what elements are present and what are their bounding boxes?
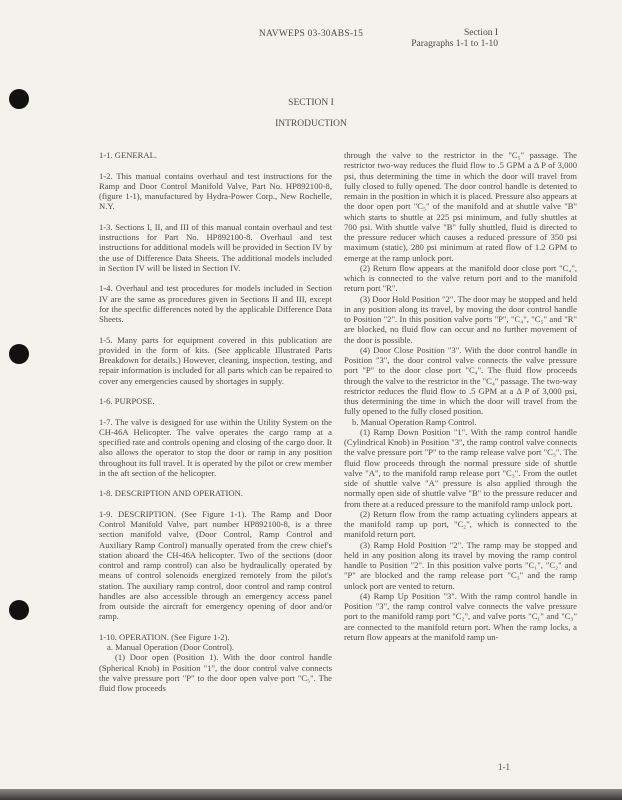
left-column — [99, 150, 332, 693]
paragraph: a. Manual Operation (Door Control). — [107, 642, 234, 652]
page-bottom-edge — [0, 789, 622, 800]
paragraph: (4) Door Close Position "3". With the door control handle in Position "3", the door control valve connects the valve pressure port "P" to the door close port "C₄". The fluid flow proceeds through the valve to the restrictor in the "C₄" passage. The two-way restrictor reduces the fluid flow to .5 GPM at a Δ P of 3,000 psi, thus determining the time in which the door will travel from the fully opened to the fully closed position. — [344, 344, 577, 417]
binder-hole — [9, 600, 29, 620]
right-column — [344, 150, 577, 642]
paragraph: (1) Ramp Down Position "1". With the ramp control handle (Cylindrical Knob) in Position "3", the ramp control valve connects the valve pressure port "P" to the ramp release valve port "C₃". The fluid flow proceeds through the normal pressure side of shuttle valve "A", to the manifold ramp release port "C₃". From the outlet side of shuttle valve "A" pressure is also applied through the normally open side of shuttle valve "B" to the pressure reducer and from there at a reduced pressure to the manifold ramp unlock port. — [344, 426, 577, 509]
paragraph: 1-2. This manual contains overhaul and test instructions for the Ramp and Door Control Manifold Valve, Part No. HP892100-8, (figure 1-1), manufactured by Hydra-Power Corp., New Rochelle, N.Y. — [99, 170, 332, 212]
header-right — [411, 28, 498, 50]
paragraph: 1-9. DESCRIPTION. (See Figure 1-1). The Ramp and Door Control Manifold Valve, part number HP892100-8, is a three section manifold valve, (Door Control, Ramp Control and Auxiliary Ramp Control) manually operated from the crew chief's station aboard the CH-46A helicopter. Two of the sections (door control and ramp control) can also be hydraulically operated by means of control solenoids energized remotely from the pilot's station. The auxiliary ramp control, door control and ramp control handles are also accessible through an emergency access panel from outside the aircraft for emergency opening of door and/or ramp. — [99, 508, 332, 622]
paragraph: (1) Door open (Position 1). With the door control handle (Spherical Knob) in Position "1", the door control valve connects the valve pressure port "P" to the door open valve port "C₅". The fluid flow proceeds — [99, 652, 332, 693]
paragraph: (2) Return flow appears at the manifold door close port "C₄", which is connected to the valve return port and to the manifold return port "R". — [344, 262, 577, 294]
paragraph: (3) Door Hold Position "2". The door may be stopped and held in any position along its travel, by moving the door control handle to Position "2". In this position valve ports "P", "C₄", "C₅" and "R" are blocked, no fluid flow can occur and no further movement of the door is possible. — [344, 293, 577, 345]
binder-hole — [9, 344, 29, 364]
paragraph: 1-5. Many parts for equipment covered in this publication are provided in the form of kits. (See applicable Illustrated Parts Breakdown for details.) However, cleaning, inspection, testing, and repair information is included for all parts which can be repaired to cover any emergencies caused by shortages in supply. — [99, 334, 332, 386]
paragraph: 1-7. The valve is designed for use within the Utility System on the CH-46A Helicopter. The valve operates the cargo ramp at a specified rate and controls opening and closing of the cargo door. It also allows the operator to stop the door or ramp in any position throughout its full travel. It is operated by the pilot or crew member in the aft section of the helicopter. — [99, 416, 332, 478]
page-number: 1-1 — [498, 762, 510, 772]
paragraph: (3) Ramp Hold Position "2". The ramp may be stopped and held in any position along its travel by moving the ramp control handle to Position "2". In this position valve ports "C₁", "C₂" and "P" are blocked and the ramp release port "C₃" and the ramp unlock port are vented to return. — [344, 539, 577, 591]
paragraph: through the valve to the restrictor in the "C₅" passage. The restrictor two-way reduces the fluid flow to .5 GPM a Δ P of 3,000 psi, thus determining the time in which the door will travel from fully closed to fully opened. The door control handle is detented to remain in the position in which it is placed. Pressure also appears at the door open port "C₅" of the manifold and at shuttle valve "B" which starts to shuttle at 225 psi minimum, and fully shuttles at 700 psi. With shuttle valve "B" fully shuttled, fluid is directed to the pressure reducer which causes a reduced pressure of 350 psi maximum (static), 280 psi minimum at rated flow of 1.2 GPM to emerge at the ramp unlock port. — [344, 150, 577, 263]
paragraph: b. Manual Operation Ramp Control. — [352, 416, 477, 427]
paragraph: 1-3. Sections I, II, and III of this manual contain overhaul and test instructions for Part No. HP892100-8. Overhaul and test instructions for additional models will be provided in Section IV by the use of Difference Data Sheets. The additional models included in Section IV will be listed in Section IV. — [99, 221, 332, 273]
document-number: NAVWEPS 03-30ABS-15 — [258, 29, 364, 39]
paragraph: 1-4. Overhaul and test procedures for models included in Section IV are the same as procedures given in Sections II and III, except for the specific differences noted by the applicable Difference Data Sheets. — [99, 283, 332, 324]
section-heading: 1-6. PURPOSE. — [99, 396, 155, 406]
paragraph: (2) Return flow from the ramp actuating cylinders appears at the manifold ramp up port, "C₂", which is connected to the manifold return port. — [344, 508, 577, 540]
section-subtitle: INTRODUCTION — [275, 119, 347, 129]
section-title: SECTION I — [288, 98, 334, 108]
paragraph-range: Paragraphs 1-1 to 1-10 — [411, 39, 498, 49]
section-heading: 1-1. GENERAL. — [99, 150, 157, 160]
section-heading: 1-8. DESCRIPTION AND OPERATION. — [99, 488, 243, 499]
paragraph: (4) Ramp Up Position "3". With the ramp control handle in Position "3", the ramp control valve connects the valve pressure port to the manifold ramp port "C₂", and valve ports "C₁" and "C₃" are connected to the manifold return port. When the ramp locks, a return flow appears at the manifold ramp un- — [344, 590, 577, 642]
section-label: Section I — [463, 28, 498, 38]
paragraph: 1-10. OPERATION. (See Figure 1-2). — [99, 631, 230, 642]
